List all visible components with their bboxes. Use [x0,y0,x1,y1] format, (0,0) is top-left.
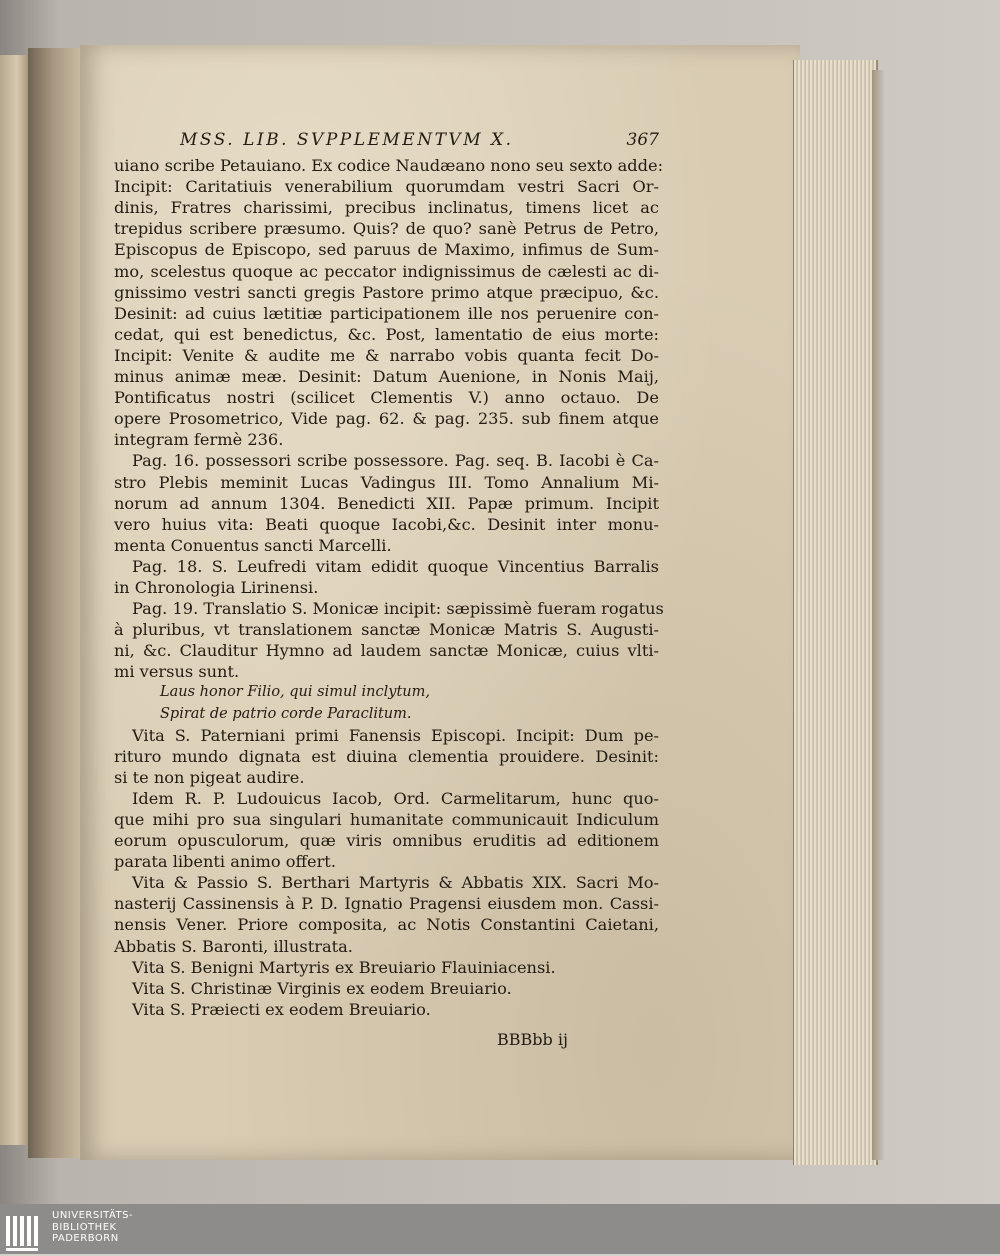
text-line: vero huius vita: Beati quoque Iacobi,&c. Desinit inter monu- [114,514,659,534]
text-line: que mihi pro sua singulari humanitate communicauit Indiculum [114,810,659,829]
text-line: Vita S. Paterniani primi Fanensis Episcopi. Incipit: Dum pe- [132,725,659,745]
text-line: Pag. 18. S. Leufredi vitam edidit quoque Vincentius Barralis [132,556,659,576]
text-line: gnissimo vestri sancti gregis Pastore primo atque præcipuo, &c. [114,282,659,302]
text-line: Pag. 16. possessori scribe possessore. Pag. seq. B. Iacobi è Ca- [132,451,659,471]
text-line: parata libenti animo offert. [114,852,336,872]
text-line: Vita S. Benigni Martyris ex Breuiario Flauiniacensi. [132,957,556,977]
text-line: uiano scribe Petauiano. Ex codice Naudæano nono seu sexto adde: [114,156,664,176]
text-line: à pluribus, vt translationem sanctæ Monicæ Matris S. Augusti- [114,620,659,640]
text-line: Pontificatus nostri (scilicet Clementis V.) anno octauo. De [114,388,659,408]
page-text [114,130,664,1020]
hymn-verse: Laus honor Filio, qui simul inclytum, [160,684,430,701]
text-line: Episcopus de Episcopo, sed paruus de Maximo, infimus de Sum- [114,240,659,260]
library-name [52,1210,133,1245]
text-line: mi versus sunt. [114,662,240,682]
page-number: 367 [626,130,659,150]
text-line: dinis, Fratres charissimi, precibus inclinatus, timens licet ac [114,198,659,218]
library-name-line: UNIVERSITÄTS- [52,1210,134,1221]
text-line: cedat, qui est benedictus, &c. Post, lamentatio de eius morte: [114,324,659,344]
text-line: nasterij Cassinensis à P. D. Ignatio Pragensi eiusdem mon. Cassi- [114,894,659,914]
library-footer [0,1204,1000,1254]
page-fore-edge [793,60,878,1165]
text-line: Vita S. Christinæ Virginis ex eodem Breuiario. [132,978,512,998]
book-gutter [28,48,83,1158]
text-line: Idem R. P. Ludouicus Iacob, Ord. Carmelitarum, hunc quo- [132,788,659,808]
text-line: mo, scelestus quoque ac peccator indignissimus de cælesti ac di- [114,261,659,281]
text-line: Vita & Passio S. Berthari Martyris & Abbatis XIX. Sacri Mo- [132,873,659,893]
text-line: stro Plebis meminit Lucas Vadingus III. Tomo Annalium Mi- [114,472,659,492]
text-line: opere Prosometrico, Vide pag. 62. & pag. 235. sub finem atque [114,409,659,429]
text-line: menta Conuentus sancti Marcelli. [114,535,392,555]
text-line: Pag. 19. Translatio S. Monicæ incipit: sæpissimè fueram rogatus [132,599,664,619]
text-line: Incipit: Venite & audite me & narrabo vobis quanta fecit Do- [114,345,659,365]
text-line: minus animæ meæ. Desinit: Datum Auenione, in Nonis Maij, [114,367,659,387]
text-line: Incipit: Caritatiuis venerabilium quorumdam vestri Sacri Or- [114,177,659,197]
left-page-edge [0,55,29,1145]
text-line: Abbatis S. Baronti, illustrata. [114,936,353,956]
hymn-verse: Spirat de patrio corde Paraclitum. [160,705,412,722]
text-line: integram fermè 236. [114,430,284,450]
text-line: Vita S. Præiecti ex eodem Breuiario. [132,999,431,1019]
running-head: MSS. LIB. SVPPLEMENTVM X. [180,130,514,150]
text-line: eorum opusculorum, quæ viris omnibus eruditis ad editionem [114,831,659,851]
text-line: trepidus scribere præsumo. Quis? de quo? sanè Petrus de Petro, [114,219,659,239]
ub-paderborn-logo-icon [4,1212,44,1252]
running-header [114,130,659,151]
text-line: rituro mundo dignata est diuina clementia prouidere. Desinit: [114,746,659,766]
text-line: Desinit: ad cuius lætitiæ participationem ille nos peruenire con- [114,303,659,323]
text-line: norum ad annum 1304. Benedicti XII. Papæ primum. Incipit [114,493,659,513]
library-name-line: PADERBORN [52,1233,119,1244]
library-name-line: BIBLIOTHEK [52,1221,117,1233]
text-line: ni, &c. Clauditur Hymno ad laudem sanctæ Monicæ, cuius vlti- [114,641,659,661]
text-line: nensis Vener. Priore composita, ac Notis Constantini Caietani, [114,915,659,935]
text-line: in Chronologia Lirinensi. [114,577,319,597]
text-line: si te non pigeat audire. [114,767,305,787]
catchword: BBBbb ij [497,1030,568,1049]
fore-edge-shadow [872,70,884,1160]
